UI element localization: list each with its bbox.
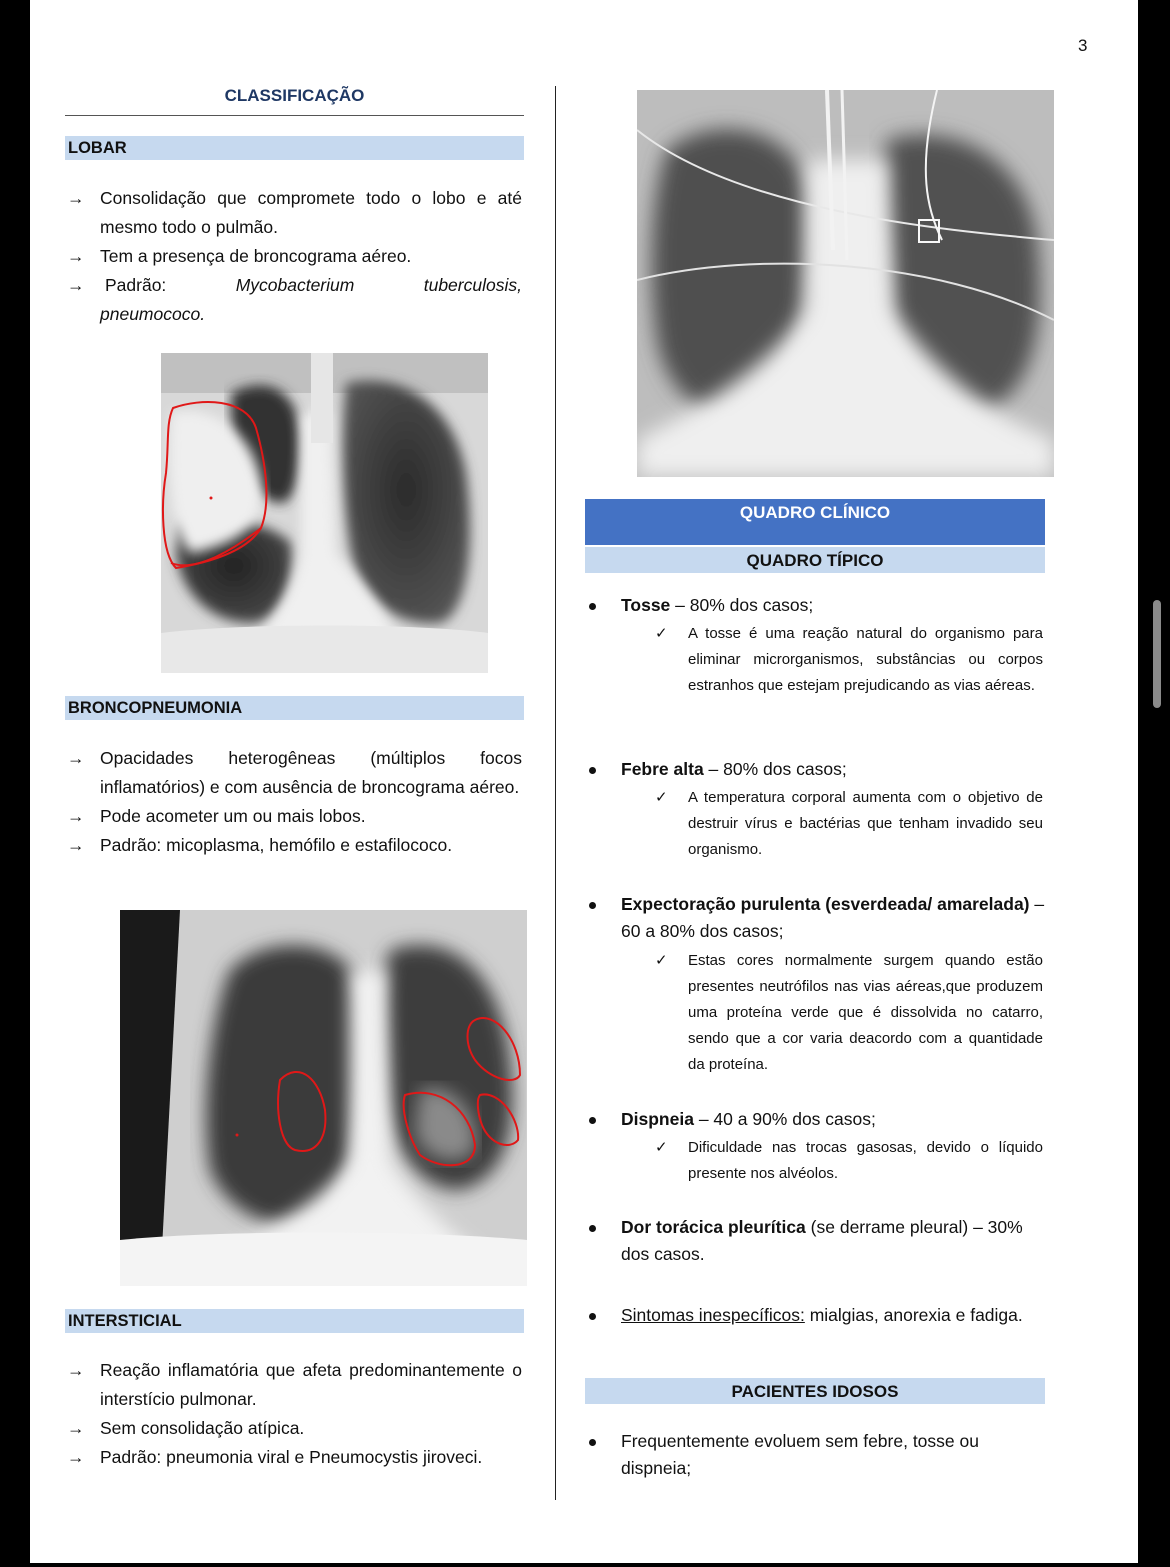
intersticial-list (65, 1356, 522, 1472)
page-number: 3 (1078, 36, 1088, 55)
symptom-item: Expectoração purulenta (esverdeada/ amarelada) – 60 a 80% dos casos; (585, 891, 1045, 945)
bronco-heading: BRONCOPNEUMONIA (65, 696, 524, 720)
checkmark-icon: ✓ (655, 789, 668, 806)
list-item: → Padrão: micoplasma, hemófilo e estafilococo. (65, 831, 522, 860)
section-title: CLASSIFICAÇÃO (224, 86, 365, 105)
lobar-list (65, 184, 522, 329)
lobar-heading: LOBAR (65, 136, 524, 160)
arrow-icon: → (67, 748, 85, 768)
pacientes-idosos-heading: PACIENTES IDOSOS (585, 1378, 1045, 1404)
idosos-item: Frequentemente evoluem sem febre, tosse ou dispneia; (585, 1428, 1045, 1482)
list-item: → Padrão: pneumonia viral e Pneumocystis jiroveci. (65, 1443, 522, 1472)
list-item: → Opacidades heterogêneas (múltiplos focos inflamatórios) e com ausência de broncograma aéreo. (65, 744, 522, 802)
checkmark-icon: ✓ (655, 952, 668, 969)
bronco-list (65, 744, 522, 860)
symptom-note: ✓ Estas cores normalmente surgem quando estão presentes neutrófilos nas vias aéreas,que produzem uma proteína verde que é dissolvida no catarro, sendo que a cor varia deacordo com a quantidade da proteína. (655, 948, 1043, 1078)
bullet-icon (589, 1439, 596, 1446)
arrow-icon: → (67, 1418, 85, 1438)
quadro-clinico-heading: QUADRO CLÍNICO (585, 499, 1045, 545)
arrow-icon: → (67, 835, 85, 855)
arrow-icon: → (67, 806, 85, 826)
symptom-item: Dispneia – 40 a 90% dos casos; (585, 1106, 1045, 1133)
column-divider (555, 86, 556, 1500)
intersticial-heading: INTERSTICIAL (65, 1309, 524, 1333)
bullet-icon (589, 767, 596, 774)
scrollbar-thumb[interactable] (1153, 600, 1161, 708)
checkmark-icon: ✓ (655, 1139, 668, 1156)
quadro-tipico-heading: QUADRO TÍPICO (585, 547, 1045, 573)
list-item: → Tem a presença de broncograma aéreo. (65, 242, 522, 271)
xray-broncopneumonia-image (120, 910, 527, 1286)
checkmark-icon: ✓ (655, 625, 668, 642)
bullet-icon (589, 603, 596, 610)
bullet-icon (589, 902, 596, 909)
arrow-icon: → (67, 1447, 85, 1467)
title-rule (65, 115, 524, 116)
symptom-item: Febre alta – 80% dos casos; (585, 756, 1045, 783)
arrow-icon: → (67, 1360, 85, 1380)
list-item: → Padrão: Mycobacterium tuberculosis, pneumococo. (65, 271, 522, 329)
list-item: → Consolidação que compromete todo o lobo e até mesmo todo o pulmão. (65, 184, 522, 242)
bullet-icon (589, 1225, 596, 1232)
symptom-item: Sintomas inespecíficos: mialgias, anorexia e fadiga. (585, 1302, 1045, 1329)
symptom-note: ✓ A temperatura corporal aumenta com o objetivo de destruir vírus e bactérias que tenham invadido seu organismo. (655, 785, 1043, 863)
symptom-item: Tosse – 80% dos casos; (585, 592, 1045, 619)
arrow-icon: → (67, 246, 85, 266)
symptom-note: ✓ Dificuldade nas trocas gasosas, devido o líquido presente nos alvéolos. (655, 1135, 1043, 1187)
list-item: → Pode acometer um ou mais lobos. (65, 802, 522, 831)
bullet-icon (589, 1117, 596, 1124)
xray-lobar-image (161, 353, 488, 673)
arrow-icon: → (67, 188, 85, 208)
symptom-note: ✓ A tosse é uma reação natural do organismo para eliminar microrganismos, substâncias ou corpos estranhos que estejam prejudicando as vias aéreas. (655, 621, 1043, 699)
list-item: → Reação inflamatória que afeta predominantemente o interstício pulmonar. (65, 1356, 522, 1414)
arrow-icon: → (67, 275, 85, 295)
symptom-item: Dor torácica pleurítica (se derrame pleural) – 30% dos casos. (585, 1214, 1045, 1268)
xray-intersticial-image (637, 90, 1054, 477)
bullet-icon (589, 1313, 596, 1320)
list-item: → Sem consolidação atípica. (65, 1414, 522, 1443)
